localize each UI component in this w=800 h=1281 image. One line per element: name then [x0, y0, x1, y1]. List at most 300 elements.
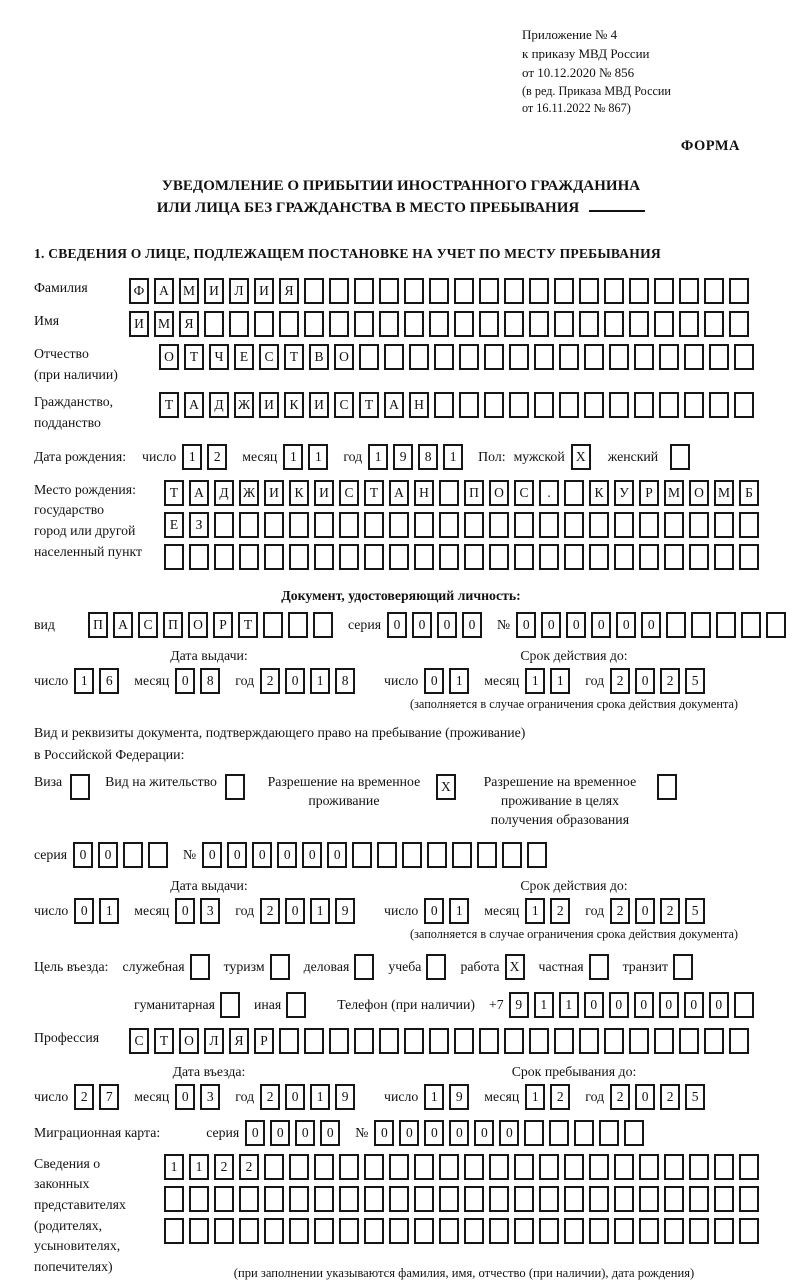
- char-box: К: [589, 480, 609, 506]
- char-box: [689, 1186, 709, 1212]
- char-box: 5: [685, 668, 705, 694]
- char-box: [270, 954, 290, 980]
- option-temp-residence-education: Разрешение на временное проживание в целях получения образования: [471, 772, 682, 830]
- char-box: 0: [399, 1120, 419, 1146]
- birth-place-row2: [164, 512, 764, 538]
- char-box: [714, 1154, 734, 1180]
- char-box: 7: [99, 1084, 119, 1110]
- restriction-note: (заполняется в случае ограничения срока действия документа): [409, 696, 739, 711]
- series-label: серия: [348, 616, 382, 632]
- char-box: [289, 1186, 309, 1212]
- citizenship-label: Гражданство, подданство: [34, 394, 114, 430]
- char-box: Ч: [209, 344, 229, 370]
- char-box: Н: [409, 392, 429, 418]
- char-box: А: [154, 278, 174, 304]
- char-box: [539, 1154, 559, 1180]
- residence-issue-day-boxes: [74, 898, 124, 924]
- char-box: А: [384, 392, 404, 418]
- char-box: [123, 842, 143, 868]
- migration-series-boxes: [245, 1120, 345, 1146]
- stay-year-boxes: [610, 1084, 710, 1110]
- birth-date-row: [34, 444, 768, 470]
- char-box: [604, 1028, 624, 1054]
- year-label: год: [343, 448, 363, 464]
- char-box: 2: [610, 1084, 630, 1110]
- char-box: [664, 1154, 684, 1180]
- char-box: [559, 392, 579, 418]
- char-box: [714, 544, 734, 570]
- char-box: 0: [285, 1084, 305, 1110]
- char-box: X: [436, 774, 456, 800]
- char-box: Б: [739, 480, 759, 506]
- char-box: [489, 544, 509, 570]
- gender-female-label: женский: [607, 448, 659, 464]
- char-box: Т: [364, 480, 384, 506]
- char-box: [479, 311, 499, 337]
- char-box: 8: [418, 444, 438, 470]
- char-box: [704, 311, 724, 337]
- char-box: [359, 344, 379, 370]
- char-box: [329, 278, 349, 304]
- name-label: Имя: [34, 312, 60, 328]
- char-box: [477, 842, 497, 868]
- char-box: 1: [525, 668, 545, 694]
- char-box: 1: [443, 444, 463, 470]
- phone-boxes: [509, 992, 759, 1018]
- char-box: [339, 512, 359, 538]
- char-box: [439, 480, 459, 506]
- char-box: 2: [660, 898, 680, 924]
- residence-issue-month-boxes: [175, 898, 225, 924]
- char-box: [313, 612, 333, 638]
- char-box: [364, 1186, 384, 1212]
- day-label: число: [142, 448, 177, 464]
- char-box: [654, 1028, 674, 1054]
- char-box: [564, 1186, 584, 1212]
- char-box: [464, 512, 484, 538]
- char-box: [354, 954, 374, 980]
- appendix-line: Приложение № 4: [522, 27, 618, 42]
- char-box: 2: [610, 668, 630, 694]
- char-box: 0: [449, 1120, 469, 1146]
- char-box: 2: [74, 1084, 94, 1110]
- char-box: [404, 311, 424, 337]
- entry-month-boxes: [175, 1084, 225, 1110]
- char-box: [484, 392, 504, 418]
- form-title: [34, 175, 768, 220]
- stay-month-boxes: [525, 1084, 575, 1110]
- char-box: 0: [709, 992, 729, 1018]
- representatives-label: Сведения о законных представителях (родителях, усыновителях, попечителях): [34, 1155, 126, 1275]
- char-box: [741, 612, 761, 638]
- char-box: X: [505, 954, 525, 980]
- char-box: С: [129, 1028, 149, 1054]
- restriction-note: (заполняется в случае ограничения срока действия документа): [409, 926, 739, 941]
- char-box: [654, 311, 674, 337]
- char-box: [414, 512, 434, 538]
- char-box: [679, 1028, 699, 1054]
- residence-issue-year-boxes: [260, 898, 360, 924]
- char-box: М: [664, 480, 684, 506]
- char-box: [579, 311, 599, 337]
- patronymic-boxes: [159, 344, 759, 370]
- char-box: Т: [164, 480, 184, 506]
- char-box: А: [113, 612, 133, 638]
- residence-valid-day-boxes: [424, 898, 474, 924]
- char-box: 9: [393, 444, 413, 470]
- char-box: [364, 512, 384, 538]
- char-box: [189, 1186, 209, 1212]
- char-box: [288, 612, 308, 638]
- char-box: [514, 1218, 534, 1244]
- char-box: 0: [285, 898, 305, 924]
- char-box: [164, 1218, 184, 1244]
- char-box: 0: [227, 842, 247, 868]
- char-box: [589, 954, 609, 980]
- char-box: [189, 1218, 209, 1244]
- char-box: 2: [207, 444, 227, 470]
- char-box: [204, 311, 224, 337]
- citizenship-boxes: [159, 392, 759, 418]
- char-box: [304, 1028, 324, 1054]
- char-box: [716, 612, 736, 638]
- char-box: [389, 1154, 409, 1180]
- char-box: [464, 1186, 484, 1212]
- char-box: [524, 1120, 544, 1146]
- char-box: О: [188, 612, 208, 638]
- issue-day-boxes: [74, 668, 124, 694]
- char-box: [614, 1218, 634, 1244]
- char-box: [734, 992, 754, 1018]
- edition-line: (в ред. Приказа МВД России: [522, 83, 671, 98]
- char-box: А: [389, 480, 409, 506]
- char-box: 1: [368, 444, 388, 470]
- char-box: [364, 1154, 384, 1180]
- char-box: [329, 311, 349, 337]
- char-box: [404, 278, 424, 304]
- char-box: [189, 544, 209, 570]
- char-box: И: [264, 480, 284, 506]
- char-box: [279, 1028, 299, 1054]
- birth-date-label: Дата рождения:: [34, 448, 127, 464]
- migration-card-label: Миграционная карта:: [34, 1124, 161, 1140]
- issue-date-block: Дата выдачи: число 1 6 месяц 0 8 год 2 0 1 8: [34, 648, 384, 712]
- char-box: Р: [254, 1028, 274, 1054]
- char-box: [639, 512, 659, 538]
- char-box: Я: [279, 278, 299, 304]
- residence-valid-year-boxes: [610, 898, 710, 924]
- char-box: [639, 1218, 659, 1244]
- char-box: 0: [73, 842, 93, 868]
- char-box: Д: [209, 392, 229, 418]
- char-box: 0: [635, 1084, 655, 1110]
- char-box: [689, 1154, 709, 1180]
- char-box: Д: [214, 480, 234, 506]
- char-box: [734, 344, 754, 370]
- char-box: [589, 512, 609, 538]
- char-box: [164, 1186, 184, 1212]
- representatives-row: [34, 1154, 768, 1281]
- char-box: 0: [516, 612, 536, 638]
- char-box: [629, 1028, 649, 1054]
- char-box: С: [259, 344, 279, 370]
- char-box: 1: [99, 898, 119, 924]
- char-box: [584, 392, 604, 418]
- char-box: И: [129, 311, 149, 337]
- char-box: 0: [175, 1084, 195, 1110]
- char-box: Я: [179, 311, 199, 337]
- char-box: 1: [449, 898, 469, 924]
- char-box: 1: [449, 668, 469, 694]
- residence-doc-dates: Дата выдачи: число 0 1 месяц 0 3 год 2 0 1 9 Срок действия до: число 0 1 месяц 1 2 год 2 0 2 5 (заполняется в случае ограничения срока действия документа): [34, 878, 768, 942]
- char-box: 0: [98, 842, 118, 868]
- char-box: [559, 344, 579, 370]
- char-box: [529, 1028, 549, 1054]
- char-box: Т: [154, 1028, 174, 1054]
- char-box: 0: [462, 612, 482, 638]
- char-box: [564, 480, 584, 506]
- appendix-line: от 10.12.2020 № 856: [522, 64, 635, 80]
- char-box: [489, 1154, 509, 1180]
- doc-number-boxes: [516, 612, 791, 638]
- gender-male-label: мужской: [513, 448, 565, 464]
- char-box: [529, 311, 549, 337]
- char-box: [629, 278, 649, 304]
- purpose-transit-checkbox: [673, 954, 698, 980]
- char-box: [339, 544, 359, 570]
- char-box: Л: [204, 1028, 224, 1054]
- char-box: 0: [566, 612, 586, 638]
- char-box: 1: [283, 444, 303, 470]
- purpose-business-checkbox: [354, 954, 379, 980]
- char-box: 1: [74, 668, 94, 694]
- form-label: ФОРМА: [680, 137, 740, 154]
- char-box: П: [88, 612, 108, 638]
- char-box: [664, 512, 684, 538]
- char-box: [414, 1218, 434, 1244]
- char-box: [426, 954, 446, 980]
- char-box: [289, 512, 309, 538]
- char-box: [554, 278, 574, 304]
- char-box: [279, 311, 299, 337]
- char-box: 9: [449, 1084, 469, 1110]
- char-box: [659, 344, 679, 370]
- char-box: 0: [270, 1120, 290, 1146]
- gender-female-checkbox: [670, 444, 695, 470]
- char-box: [384, 344, 404, 370]
- char-box: [229, 311, 249, 337]
- char-box: Р: [213, 612, 233, 638]
- form-title-line2: ИЛИ ЛИЦА БЕЗ ГРАЖДАНСТВА В МЕСТО ПРЕБЫВАНИЯ: [34, 197, 768, 220]
- valid-day-boxes: [424, 668, 474, 694]
- char-box: [429, 311, 449, 337]
- char-box: [664, 1186, 684, 1212]
- char-box: 0: [541, 612, 561, 638]
- char-box: [389, 544, 409, 570]
- char-box: [589, 544, 609, 570]
- residence-permit-checkbox: [225, 774, 250, 800]
- char-box: М: [714, 480, 734, 506]
- purpose-label: Цель въезда:: [34, 958, 109, 974]
- char-box: И: [204, 278, 224, 304]
- char-box: [389, 1186, 409, 1212]
- char-box: Е: [234, 344, 254, 370]
- option-residence-permit: Вид на жительство: [105, 772, 250, 800]
- char-box: [439, 512, 459, 538]
- temp-residence-education-checkbox: [657, 774, 682, 800]
- char-box: О: [159, 344, 179, 370]
- char-box: З: [189, 512, 209, 538]
- phone-label: Телефон (при наличии): [337, 996, 476, 1012]
- char-box: [579, 1028, 599, 1054]
- representatives-row3: [164, 1218, 764, 1244]
- char-box: 0: [424, 898, 444, 924]
- char-box: 1: [182, 444, 202, 470]
- char-box: [539, 512, 559, 538]
- char-box: [654, 278, 674, 304]
- char-box: С: [514, 480, 534, 506]
- char-box: [414, 1186, 434, 1212]
- char-box: [739, 544, 759, 570]
- char-box: [509, 344, 529, 370]
- char-box: [639, 544, 659, 570]
- char-box: 1: [189, 1154, 209, 1180]
- char-box: 0: [635, 668, 655, 694]
- representatives-note: (при заполнении указываются фамилия, имя, отчество (при наличии), дата рождения): [233, 1265, 695, 1280]
- appendix-line: к приказу МВД России: [522, 45, 650, 61]
- visa-checkbox: [70, 774, 95, 800]
- char-box: [709, 392, 729, 418]
- char-box: [289, 1154, 309, 1180]
- char-box: [634, 392, 654, 418]
- temp-residence-checkbox: [436, 774, 461, 800]
- char-box: [670, 444, 690, 470]
- char-box: А: [189, 480, 209, 506]
- birth-place-boxes: [164, 480, 764, 576]
- char-box: [679, 278, 699, 304]
- char-box: [729, 278, 749, 304]
- char-box: М: [179, 278, 199, 304]
- gender-label: Пол:: [478, 448, 506, 464]
- char-box: [484, 344, 504, 370]
- char-box: [609, 392, 629, 418]
- doc-series-boxes: [387, 612, 487, 638]
- char-box: [739, 1218, 759, 1244]
- char-box: [459, 392, 479, 418]
- char-box: С: [334, 392, 354, 418]
- char-box: 9: [509, 992, 529, 1018]
- char-box: [70, 774, 90, 800]
- char-box: [539, 544, 559, 570]
- purpose-official-checkbox: [190, 954, 215, 980]
- title-blank-line: [589, 197, 645, 212]
- entry-date-heading: Дата въезда:: [172, 1063, 246, 1079]
- doc-kind-boxes: [88, 612, 338, 638]
- char-box: [454, 311, 474, 337]
- option-temp-residence: Разрешение на временное проживание X: [260, 772, 461, 811]
- char-box: [564, 1154, 584, 1180]
- char-box: О: [179, 1028, 199, 1054]
- char-box: [504, 278, 524, 304]
- char-box: [564, 1218, 584, 1244]
- char-box: Р: [639, 480, 659, 506]
- char-box: [304, 311, 324, 337]
- char-box: [214, 1186, 234, 1212]
- valid-until-block: Срок действия до: число 0 1 месяц 1 1 год 2 0 2 5 (заполняется в случае ограничения срока действия документа): [384, 648, 764, 712]
- char-box: 0: [684, 992, 704, 1018]
- char-box: А: [184, 392, 204, 418]
- char-box: 0: [295, 1120, 315, 1146]
- char-box: Т: [159, 392, 179, 418]
- char-box: [634, 344, 654, 370]
- birth-place-label: Место рождения: государство город или другой населенный пункт: [34, 481, 143, 559]
- char-box: [434, 392, 454, 418]
- char-box: 0: [202, 842, 222, 868]
- number-label: №: [497, 616, 511, 632]
- char-box: [714, 1186, 734, 1212]
- char-box: [734, 392, 754, 418]
- char-box: О: [489, 480, 509, 506]
- char-box: [539, 1218, 559, 1244]
- char-box: [354, 311, 374, 337]
- char-box: [739, 1186, 759, 1212]
- char-box: 2: [660, 1084, 680, 1110]
- char-box: Л: [229, 278, 249, 304]
- char-box: [514, 544, 534, 570]
- char-box: [377, 842, 397, 868]
- month-label: месяц: [242, 448, 278, 464]
- char-box: 0: [634, 992, 654, 1018]
- char-box: 0: [635, 898, 655, 924]
- surname-boxes: [129, 278, 754, 304]
- char-box: [614, 1154, 634, 1180]
- char-box: [239, 512, 259, 538]
- char-box: [529, 278, 549, 304]
- identity-doc-heading: Документ, удостоверяющий личность:: [281, 587, 521, 603]
- char-box: И: [259, 392, 279, 418]
- char-box: [439, 1154, 459, 1180]
- purpose-private-checkbox: [589, 954, 614, 980]
- identity-doc-dates: [34, 648, 768, 712]
- profession-boxes: [129, 1028, 754, 1054]
- char-box: [364, 544, 384, 570]
- char-box: [409, 344, 429, 370]
- char-box: [264, 1186, 284, 1212]
- char-box: X: [571, 444, 591, 470]
- char-box: [264, 512, 284, 538]
- char-box: 1: [534, 992, 554, 1018]
- entry-day-boxes: [74, 1084, 124, 1110]
- surname-label: Фамилия: [34, 279, 88, 295]
- char-box: 2: [214, 1154, 234, 1180]
- residence-series-row: серия 0 0 № 0 0 0 0 0 0: [34, 842, 768, 868]
- char-box: 0: [175, 668, 195, 694]
- visit-purpose-row: Цель въезда: служебная туризм деловая учеба работа X частная транзит: [34, 954, 768, 980]
- char-box: 0: [616, 612, 636, 638]
- char-box: 0: [252, 842, 272, 868]
- char-box: [709, 344, 729, 370]
- char-box: [509, 392, 529, 418]
- char-box: [629, 311, 649, 337]
- char-box: .: [539, 480, 559, 506]
- char-box: [389, 512, 409, 538]
- char-box: [766, 612, 786, 638]
- char-box: [464, 1154, 484, 1180]
- char-box: [402, 842, 422, 868]
- char-box: [414, 544, 434, 570]
- char-box: [564, 512, 584, 538]
- char-box: 9: [335, 1084, 355, 1110]
